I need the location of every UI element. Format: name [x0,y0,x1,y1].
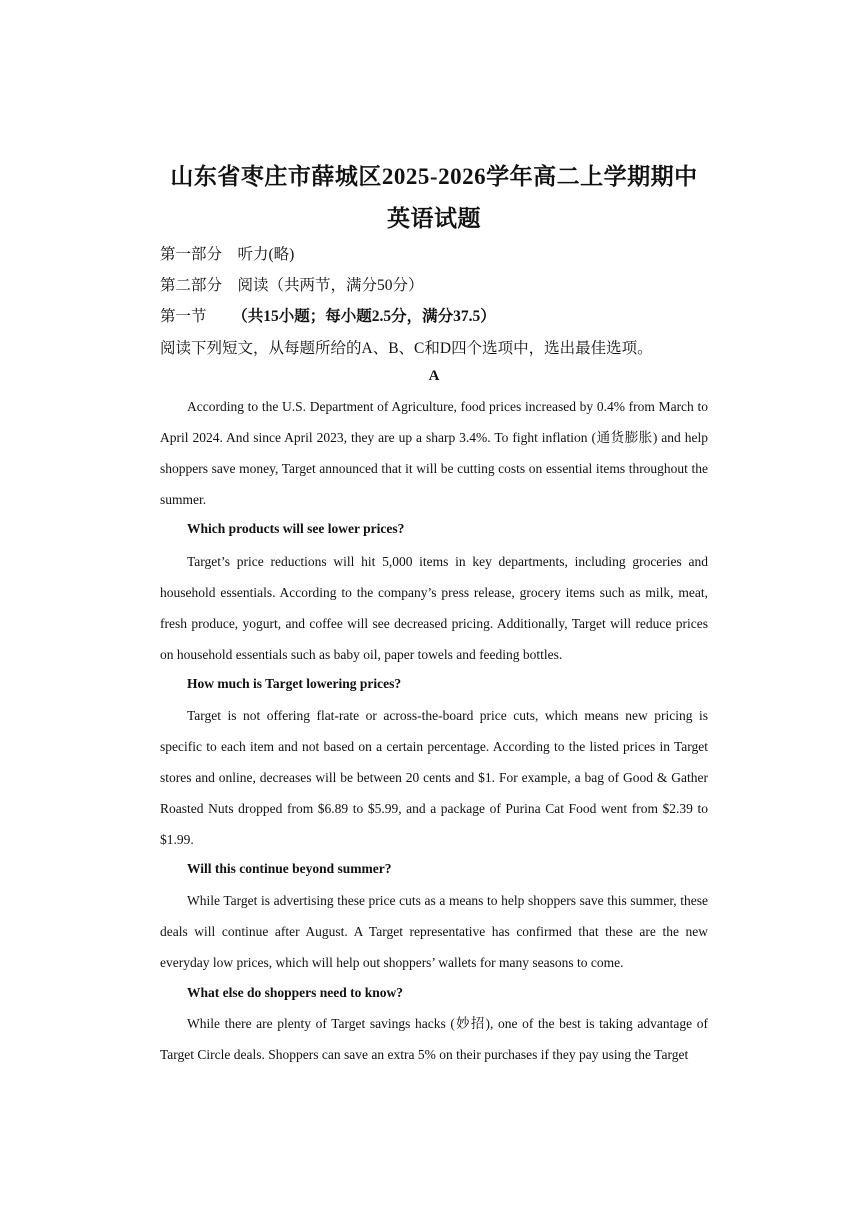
part2-heading: 第二部分 阅读（共两节，满分50分） [160,277,424,294]
passage-label: A [428,368,440,384]
passage-subheading-2: How much is Target lowering prices? [187,676,402,691]
passage-paragraph-4: While Target is advertising these price cuts as a means to help shoppers save this summer, these deals will continue after August. A Target representative has confirmed that these are the new everyday low prices, which will help out shoppers’ wallets for many seasons to come. [160,893,708,970]
passage-paragraph-5: While there are plenty of Target savings hacks (妙招), one of the best is taking advantage of Target Circle deals. Shoppers can save an extra 5% on their purchases if they pay using the Target [160,1016,708,1062]
exam-subject-title: 英语试题 [387,206,481,231]
passage-subheading-4: What else do shoppers need to know? [187,985,404,1000]
section1-label: 第一节 [160,308,207,325]
passage-paragraph-1: According to the U.S. Department of Agriculture, food prices increased by 0.4% from March to April 2024. And since April 2023, they are up a sharp 3.4%. To fight inflation (通货膨胀) and help shoppers save money, Target announced that it will be cutting costs on essential items throughout the summer. [160,399,708,507]
part1-heading: 第一部分 听力(略) [160,246,295,263]
passage-subheading-1: Which products will see lower prices? [187,521,405,536]
instruction-text: 阅读下列短文，从每题所给的A、B、C和D四个选项中，选出最佳选项。 [160,340,653,357]
passage-paragraph-3: Target is not offering flat-rate or across-the-board price cuts, which means new pricing is specific to each item and not based on a certain percentage. According to the listed prices in Target stores and online, decreases will be between 20 cents and $1. For example, a bag of Good & Gather Roasted Nuts dropped from $6.89 to $5.99, and a package of Purina Cat Food went from $2.39 to $1.99. [160,708,708,847]
section1-detail: （共15小题；每小题2.5分，满分37.5） [232,308,496,325]
section1-heading [160,304,496,326]
exam-title: 山东省枣庄市薛城区2025-2026学年高二上学期期中 [170,164,698,189]
passage-paragraph-2: Target’s price reductions will hit 5,000 items in key departments, including groceries and household essentials. According to the company’s press release, grocery items such as milk, meat, fresh produce, yogurt, and coffee will see decreased pricing. Additionally, Target will reduce prices on household essentials such as baby oil, paper towels and feeding bottles. [160,554,708,662]
passage-subheading-3: Will this continue beyond summer? [187,861,392,876]
